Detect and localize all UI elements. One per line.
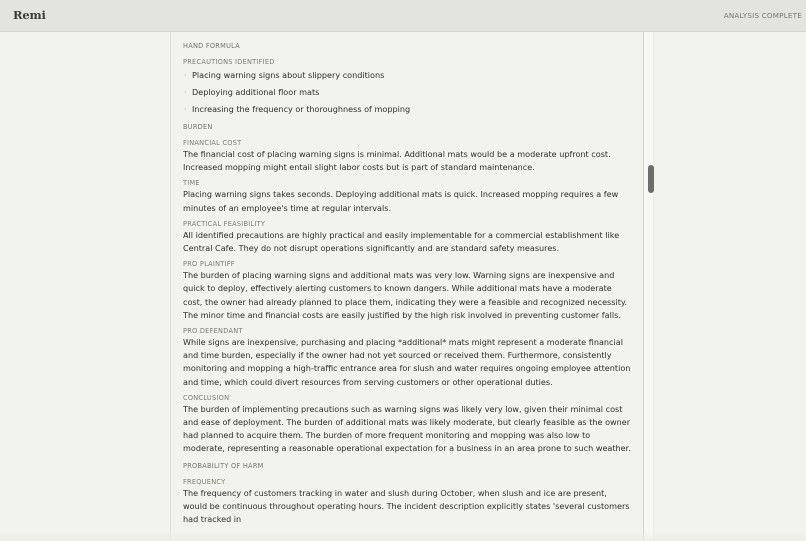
- app-logo[interactable]: Remi: [13, 8, 46, 22]
- list-item: · Deploying additional floor mats: [184, 87, 320, 97]
- bullet-icon: ·: [184, 88, 187, 97]
- list-item: · Placing warning signs about slippery conditions: [184, 70, 385, 80]
- list-item: · Increasing the frequency or thoroughness of mopping: [184, 104, 411, 114]
- conclusion-text: The burden of implementing precautions such as warning signs was likely very low, given their minimal cost and ease of deployment. The burden of additional mats was likely moderate, but clearly feasible as the owner had planned to acquire them. The burden of more frequent monitoring and mopping was also low to moderate, representing a reasonable operational expectation for a business in an area prone to such weather.: [183, 403, 631, 454]
- pro-defendant-label: PRO DEFENDANT: [183, 327, 243, 336]
- burden-heading: BURDEN: [183, 123, 213, 131]
- financial-cost-text: The financial cost of placing warning signs is minimal. Additional mats would be a moderate upfront cost. Increased mopping might entail slight labor costs but is part of standard maintenance.: [183, 149, 611, 173]
- document-panel: [170, 32, 644, 541]
- practical-feasibility-label: PRACTICAL FEASIBILITY: [183, 219, 266, 228]
- section-title-hand-formula: HAND FORMULA: [183, 42, 240, 50]
- pro-plaintiff-text: The burden of placing warning signs and additional mats was very low. Warning signs are inexpensive and quick to deploy, effectively alerting customers to known dangers. While additional mats have a moderate cost, the owner had already planned to place them, indicating they were a feasible and recognized necessity. The minor time and financial costs are easily justified by the high risk involved in preventing customer falls.: [183, 270, 628, 320]
- frequency-label: FREQUENCY: [183, 477, 226, 486]
- financial-cost-label: FINANCIAL COST: [183, 139, 242, 147]
- practical-feasibility-text: All identified precautions are highly practical and easily implementable for a commercial establishment like Central Cafe. They do not disrupt operations significantly and are standard safety measures.: [183, 229, 620, 254]
- top-bar: [0, 0, 806, 32]
- precautions-heading: PRECAUTIONS IDENTIFIED: [183, 58, 275, 66]
- pro-defendant-text: While signs are inexpensive, purchasing and placing *additional* mats might represent a moderate financial and time burden, especially if the owner had not yet sourced or received them. Furthermore, consistently monitoring and mopping a high-traffic entrance area for slush and water requires ongoing employee attention and time, which could divert resources from serving customers or other operational duties.: [183, 337, 631, 387]
- pro-plaintiff-label: PRO PLAINTIFF: [183, 260, 235, 269]
- scrollbar-thumb[interactable]: [648, 165, 654, 193]
- conclusion-label: CONCLUSION: [183, 393, 230, 402]
- time-text: Placing warning signs takes seconds. Deploying additional mats is quick. Increased mopping requires a few minutes of an employee's time at regular intervals.: [183, 189, 619, 213]
- frequency-text: The frequency of customers tracking in water and slush during October, when slush and ice are present, would be continuous throughout operating hours. The incident description explicitly states 'several customers had tracked in: [183, 487, 630, 525]
- time-label: TIME: [183, 179, 200, 188]
- scrollbar-track[interactable]: [644, 32, 654, 541]
- analysis-status: ANALYSIS COMPLETE: [723, 11, 802, 20]
- bullet-icon: ·: [184, 105, 187, 114]
- probability-of-harm-heading: PROBABILITY OF HARM: [183, 461, 264, 470]
- precautions-list: [183, 69, 633, 120]
- document-content: [183, 40, 633, 526]
- bullet-icon: ·: [184, 71, 187, 80]
